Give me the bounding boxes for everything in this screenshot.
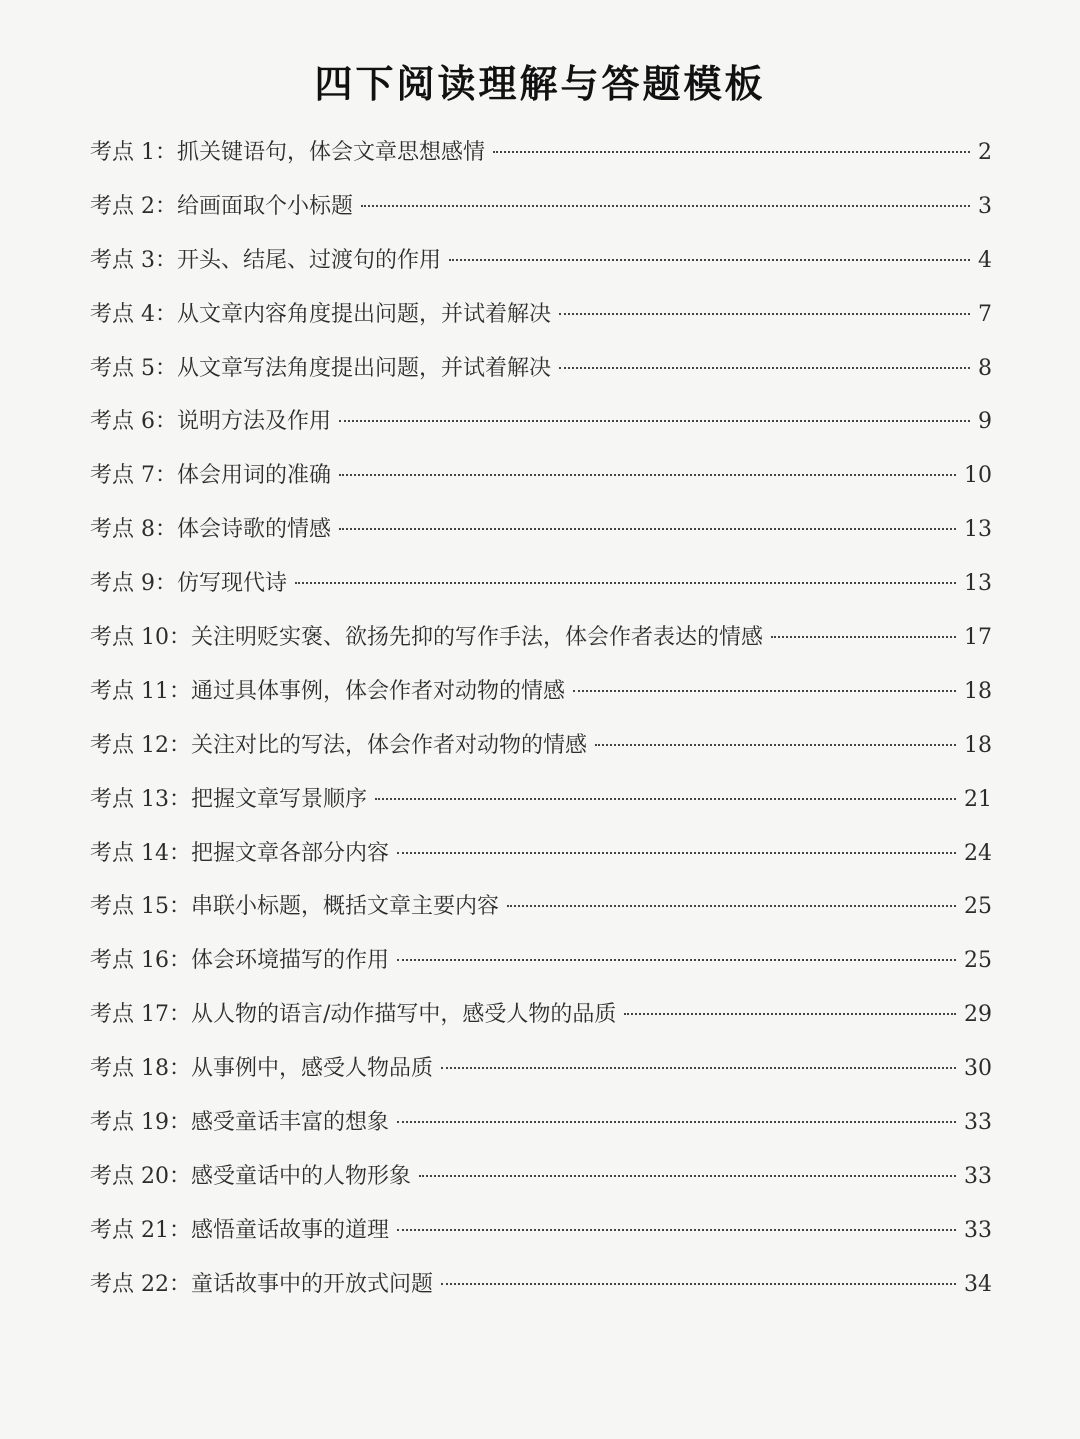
toc-entry-label: 考点 9： [90, 571, 177, 597]
toc-entry-label: 考点 11： [90, 678, 191, 704]
toc-entry [90, 234, 992, 288]
toc-entry [90, 988, 992, 1042]
toc-entry-title: 抓关键语句，体会文章思想感情 [177, 140, 486, 165]
toc-entry-title: 从文章内容角度提出问题，并试着解决 [177, 301, 552, 327]
toc-entry-page-number: 30 [964, 1056, 992, 1082]
toc-dot-leader [771, 614, 956, 638]
page-title: 四下阅读理解与答题模板 [314, 62, 766, 106]
toc-entry [90, 126, 992, 180]
toc-entry-title: 串联小标题，概括文章主要内容 [191, 894, 500, 920]
toc-entry-page-number: 9 [978, 409, 992, 435]
toc-entry [90, 449, 992, 503]
toc-entry-title: 开头、结尾、过渡句的作用 [177, 247, 442, 273]
toc-entry-page-number: 18 [964, 732, 992, 758]
toc-entry-title: 从文章写法角度提出问题，并试着解决 [177, 355, 552, 381]
toc-entry-page-number: 33 [964, 1110, 992, 1136]
toc-entry-title: 仿写现代诗 [177, 571, 288, 597]
toc-entry [90, 1258, 992, 1312]
toc-dot-leader [419, 1153, 956, 1177]
toc-entry-label: 考点 17： [90, 1002, 191, 1028]
toc-entry-label: 考点 22： [90, 1271, 191, 1297]
toc-dot-leader [624, 991, 956, 1015]
toc-entry-page-number: 3 [978, 193, 992, 219]
toc-entry [90, 773, 992, 827]
toc-entry-title: 感受童话中的人物形象 [191, 1163, 412, 1189]
toc-entry-title: 从人物的语言/动作描写中，感受人物的品质 [191, 1002, 617, 1028]
toc-entry-label: 考点 15： [90, 894, 191, 920]
toc-dot-leader [573, 668, 956, 692]
toc-entry-label: 考点 12： [90, 732, 191, 758]
toc-entry [90, 342, 992, 396]
toc-dot-leader [375, 776, 956, 800]
toc-entry-label: 考点 1： [90, 140, 177, 165]
toc-entry-label: 考点 13： [90, 786, 191, 812]
toc-entry-page-number: 13 [964, 571, 992, 597]
toc-entry-title: 体会环境描写的作用 [191, 948, 390, 974]
toc-entry [90, 1150, 992, 1204]
toc-dot-leader [441, 1261, 956, 1285]
toc-entry-label: 考点 6： [90, 409, 177, 435]
table-of-contents [90, 126, 992, 1312]
toc-entry [90, 1096, 992, 1150]
toc-entry [90, 611, 992, 665]
toc-entry-label: 考点 2： [90, 193, 177, 219]
toc-entry-title: 把握文章各部分内容 [191, 840, 390, 866]
toc-entry-title: 感受童话丰富的想象 [191, 1110, 390, 1136]
toc-entry-page-number: 33 [964, 1163, 992, 1189]
toc-entry [90, 1042, 992, 1096]
toc-entry-page-number: 25 [964, 894, 992, 920]
toc-entry-page-number: 4 [978, 247, 992, 273]
toc-entry [90, 557, 992, 611]
toc-dot-leader [397, 1099, 956, 1123]
toc-entry-page-number: 8 [978, 355, 992, 381]
toc-entry-label: 考点 7： [90, 463, 177, 489]
toc-dot-leader [361, 183, 970, 207]
toc-entry-title: 给画面取个小标题 [177, 193, 354, 219]
toc-entry-label: 考点 5： [90, 355, 177, 381]
toc-entry [90, 503, 992, 557]
toc-entry-page-number: 17 [964, 625, 992, 651]
toc-entry-label: 考点 14： [90, 840, 191, 866]
toc-entry-label: 考点 10： [90, 625, 191, 651]
toc-entry-page-number: 13 [964, 517, 992, 543]
toc-entry-page-number: 29 [964, 1002, 992, 1028]
toc-dot-leader [493, 129, 970, 153]
toc-entry-label: 考点 8： [90, 517, 177, 543]
toc-entry-title: 说明方法及作用 [177, 409, 332, 435]
toc-entry-title: 关注对比的写法，体会作者对动物的情感 [191, 732, 588, 758]
toc-entry-title: 把握文章写景顺序 [191, 786, 368, 812]
toc-entry [90, 665, 992, 719]
toc-entry [90, 395, 992, 449]
toc-dot-leader [507, 883, 956, 907]
toc-entry [90, 180, 992, 234]
toc-entry-label: 考点 16： [90, 948, 191, 974]
toc-entry [90, 1204, 992, 1258]
toc-entry-page-number: 7 [978, 301, 992, 327]
toc-entry-title: 童话故事中的开放式问题 [191, 1271, 434, 1297]
toc-dot-leader [339, 398, 970, 422]
toc-dot-leader [595, 722, 956, 746]
toc-entry-label: 考点 19： [90, 1110, 191, 1136]
toc-entry [90, 719, 992, 773]
toc-entry-title: 感悟童话故事的道理 [191, 1217, 390, 1243]
toc-entry-page-number: 18 [964, 678, 992, 704]
toc-entry [90, 934, 992, 988]
toc-dot-leader [397, 937, 956, 961]
toc-entry-page-number: 33 [964, 1217, 992, 1243]
toc-entry-label: 考点 18： [90, 1056, 191, 1082]
toc-entry-title: 关注明贬实褒、欲扬先抑的写作手法，体会作者表达的情感 [191, 625, 764, 651]
toc-dot-leader [441, 1045, 956, 1069]
toc-entry-page-number: 10 [964, 463, 992, 489]
toc-dot-leader [449, 237, 970, 261]
toc-dot-leader [339, 452, 956, 476]
toc-dot-leader [559, 291, 970, 315]
toc-entry-label: 考点 20： [90, 1163, 191, 1189]
toc-entry-page-number: 2 [978, 140, 992, 165]
toc-entry [90, 827, 992, 881]
toc-entry-title: 通过具体事例，体会作者对动物的情感 [191, 678, 566, 704]
toc-entry-label: 考点 4： [90, 301, 177, 327]
toc-entry-title: 体会用词的准确 [177, 463, 332, 489]
toc-entry-title: 体会诗歌的情感 [177, 517, 332, 543]
toc-entry-label: 考点 3： [90, 247, 177, 273]
toc-dot-leader [397, 830, 956, 854]
toc-entry-page-number: 24 [964, 840, 992, 866]
toc-dot-leader [397, 1207, 956, 1231]
toc-entry [90, 880, 992, 934]
toc-entry-page-number: 21 [964, 786, 992, 812]
toc-dot-leader [295, 560, 956, 584]
toc-entry-title: 从事例中，感受人物品质 [191, 1056, 434, 1082]
toc-entry [90, 288, 992, 342]
toc-entry-label: 考点 21： [90, 1217, 191, 1243]
toc-dot-leader [339, 506, 956, 530]
toc-entry-page-number: 34 [964, 1271, 992, 1297]
toc-entry-page-number: 25 [964, 948, 992, 974]
toc-dot-leader [559, 345, 970, 369]
